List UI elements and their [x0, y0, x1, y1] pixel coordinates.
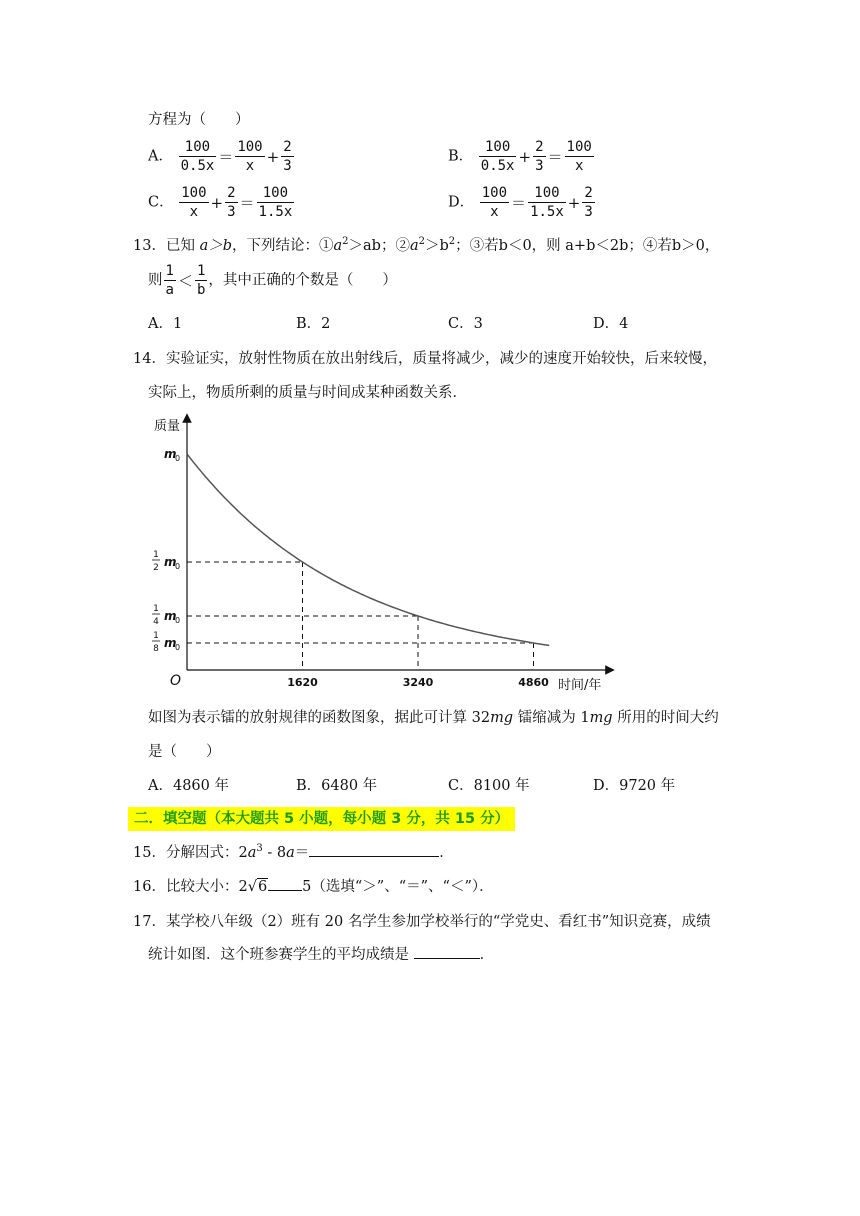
y-tick-den-1: 2	[153, 563, 159, 573]
q13-option-b[interactable]: B．2	[296, 316, 331, 332]
q16: 16．比较大小：2√6 5（选填“＞”、“＝”、“＜”）．	[133, 876, 494, 897]
q14-after-line2: 是（ ）	[148, 744, 221, 760]
y-tick-num-3: 1	[153, 631, 159, 641]
y-tick-label-3	[152, 631, 180, 654]
y-tick-sub-2: 0	[175, 616, 181, 625]
q16-answer-blank[interactable]	[268, 876, 302, 891]
x-axis-label: 时间/年	[558, 678, 602, 693]
y-tick-den-3: 8	[153, 644, 159, 654]
q12-stem-tail: 方程为（ ）	[148, 112, 250, 128]
q13-line1: 13．已知 a＞b，下列结论：$①a^2>ab$；$②a^2>b^2$；③若b＜0，则 a+b＜2b；④若b＞0，	[133, 236, 720, 254]
q13-option-c[interactable]: C．3	[448, 316, 483, 332]
q17-line1: 17．某学校八年级（2）班有 20 名学生参加学校举行的“学党史、看红书”知识竞赛，成绩	[133, 914, 711, 930]
y-tick-num-2: 1	[153, 604, 159, 614]
x-tick-label-2: 4860	[518, 676, 549, 689]
x-tick-label-0: 1620	[287, 676, 318, 689]
y-axis-label: 质量	[154, 419, 181, 434]
y-tick-label-0	[164, 447, 180, 463]
section-2-header: 二．填空题（本大题共 5 小题，每小题 3 分，共 15 分）	[128, 807, 515, 831]
q15-answer-blank[interactable]	[309, 842, 439, 857]
q14-line1: 14．实验证实，放射性物质在放出射线后，质量将减少，减少的速度开始较快，后来较慢，	[133, 351, 717, 367]
y-tick-m-3: m	[164, 636, 177, 650]
q12-option-a[interactable]: A． $\frac{100}{0.5x}$ ＝ $\frac{100}{x}$ + $\frac{2}{3}$	[148, 139, 292, 174]
q14-option-b[interactable]: B．6480 年	[296, 778, 378, 794]
origin-label: O	[170, 673, 182, 689]
y-tick-sub-3: 0	[175, 643, 181, 652]
q14-after-line1: 如图为表示镭的放射规律的函数图象，据此可计算 32mg 镭缩减为 1mg 所用的时间大约	[148, 710, 719, 726]
decay-chart	[140, 410, 620, 695]
y-tick-m-1: m	[164, 555, 177, 569]
y-tick-label-1	[152, 550, 180, 573]
q17-answer-blank[interactable]	[414, 944, 480, 959]
q17-line2: 统计如图．这个班参赛学生的平均成绩是 ．	[148, 944, 494, 965]
q15: 15．分解因式：$2a^3 - 8a=$ ．	[133, 843, 454, 861]
q12-option-c[interactable]: C． $\frac{100}{x}$ + $\frac{2}{3}$ ＝ $\frac{100}{1.5x}$	[148, 185, 293, 220]
sqrt-6: √6	[247, 879, 268, 895]
q13-option-d[interactable]: D．4	[593, 316, 629, 332]
decay-curve	[187, 454, 549, 645]
x-tick-label-1: 3240	[402, 676, 434, 689]
y-tick-sub-1: 0	[175, 562, 181, 571]
q12-option-d[interactable]: D． $\frac{100}{x}$ ＝ $\frac{100}{1.5x}$ + $\frac{2}{3}$	[448, 185, 593, 220]
q14-option-a[interactable]: A．4860 年	[148, 778, 229, 794]
q13-line2: 则 $\frac{1}{a}$ ＜ $\frac{1}{b}$ ，其中正确的个数是（ ）	[148, 263, 397, 298]
y-tick-num-1: 1	[153, 550, 159, 560]
y-tick-m-0: m	[164, 447, 177, 461]
y-tick-sub-0: 0	[175, 454, 181, 463]
q13-option-a[interactable]: A．1	[148, 316, 183, 332]
y-tick-m-2: m	[164, 609, 177, 623]
q12-option-b[interactable]: B． $\frac{100}{0.5x}$ + $\frac{2}{3}$ ＝ $\frac{100}{x}$	[448, 139, 592, 174]
y-tick-den-2: 4	[153, 617, 159, 627]
q14-option-d[interactable]: D．9720 年	[593, 778, 676, 794]
y-tick-label-2	[152, 604, 180, 627]
q14-line2: 实际上，物质所剩的质量与时间成某种函数关系．	[148, 385, 467, 401]
q14-option-c[interactable]: C．8100 年	[448, 778, 530, 794]
